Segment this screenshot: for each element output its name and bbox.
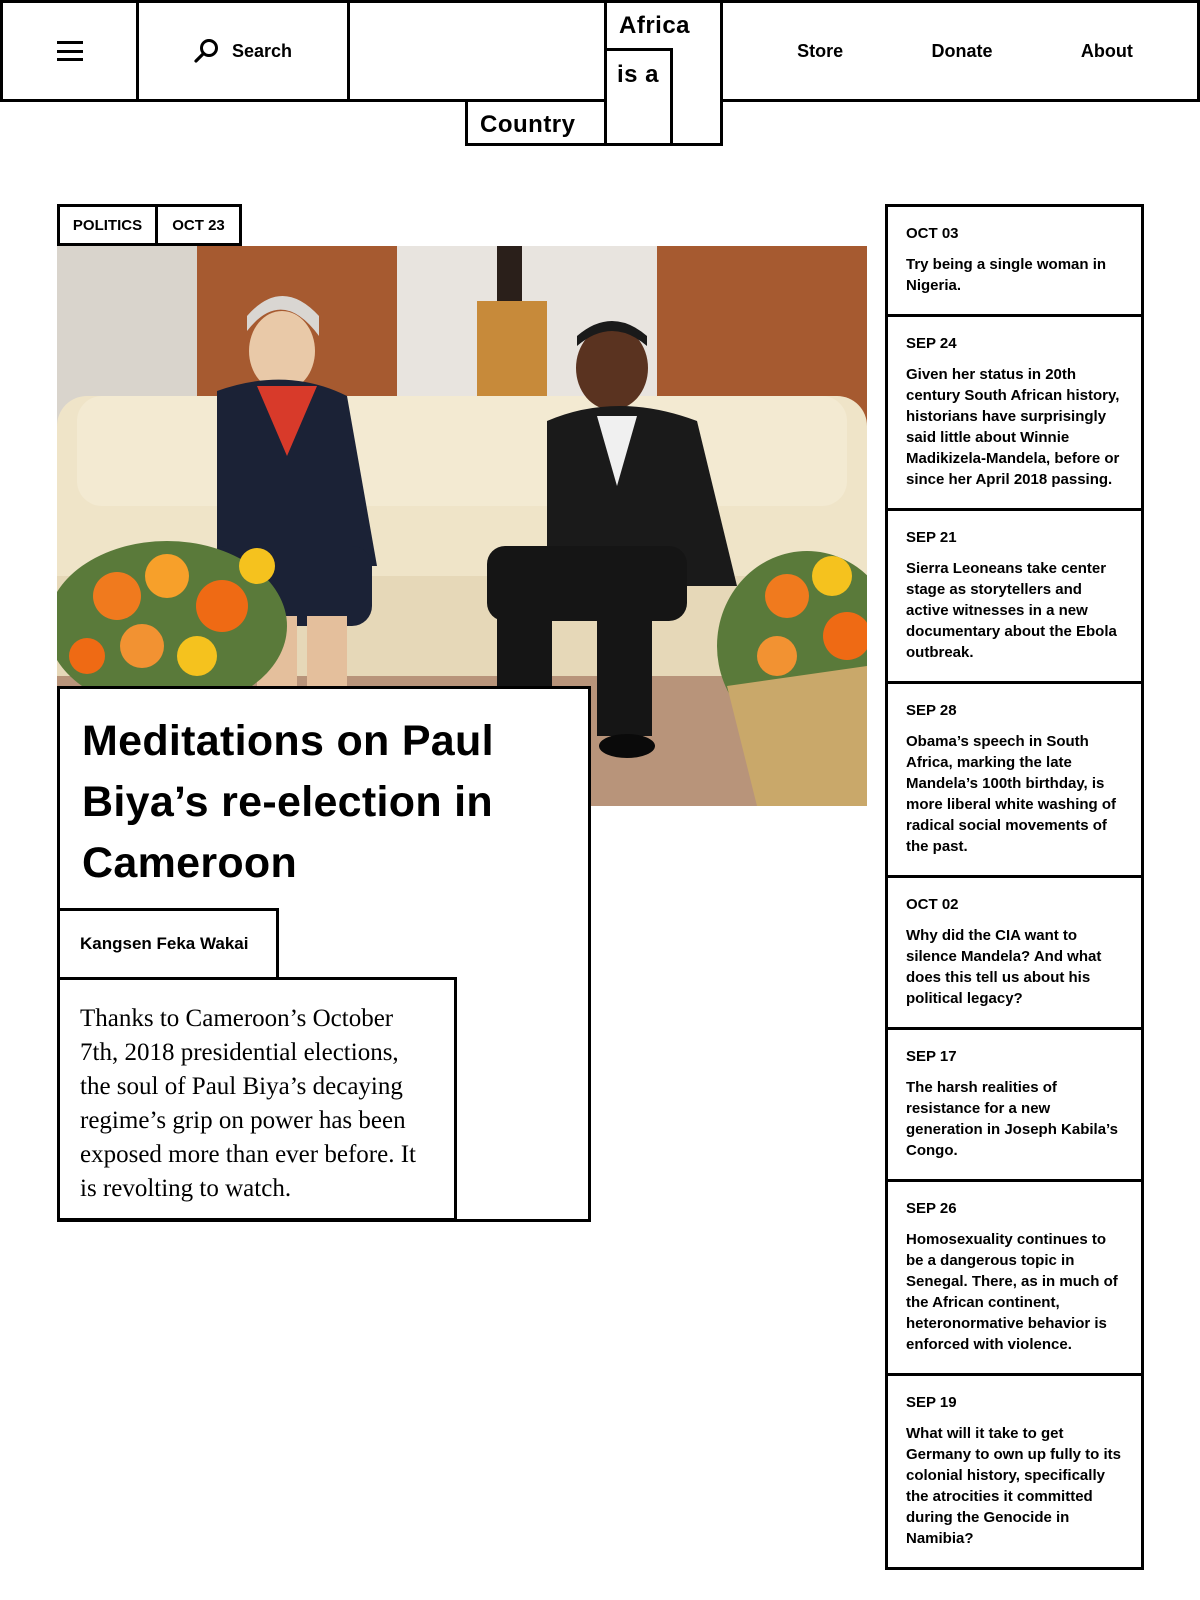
logo-word-africa: Africa [619, 12, 691, 39]
sidebar-item-text: Why did the CIA want to silence Mandela? And what does this tell us about his political legacy? [906, 927, 1102, 1007]
sidebar-item[interactable] [888, 1376, 1141, 1567]
search-icon [194, 38, 220, 64]
sidebar-item-date: OCT 03 [906, 225, 959, 242]
related-articles-sidebar [885, 204, 1144, 1570]
sidebar-item[interactable] [888, 207, 1141, 317]
nav-donate-link[interactable]: Donate [931, 40, 993, 61]
logo-word-country: Country [480, 111, 576, 138]
sidebar-item-text: Sierra Leoneans take center stage as storytellers and active witnesses in a new documentary about the Ebola outbreak. [906, 560, 1117, 661]
sidebar-item-text: Homosexuality continues to be a dangerous topic in Senegal. There, as in much of the African continent, heteronormative behavior is enforced with violence. [906, 1231, 1118, 1353]
sidebar-item-date: SEP 24 [906, 335, 957, 352]
sidebar-item[interactable] [888, 1030, 1141, 1182]
article-summary: Thanks to Cameroon’s October 7th, 2018 presidential elections, the soul of Paul Biya’s decaying regime’s grip on power has been exposed more than ever before. It is revolting to watch. [57, 977, 457, 1221]
hamburger-menu-icon [57, 41, 83, 61]
sidebar-item-text: Given her status in 20th century South African history, historians have surprisingly said little about Winnie Madikizela-Mandela, before or since her April 2018 passing. [906, 366, 1120, 488]
sidebar-item-date: SEP 21 [906, 529, 957, 546]
sidebar-item-date: SEP 28 [906, 702, 957, 719]
sidebar-item-date: SEP 17 [906, 1048, 957, 1065]
sidebar-item[interactable] [888, 317, 1141, 511]
sidebar-item-date: SEP 19 [906, 1394, 957, 1411]
menu-button[interactable] [0, 0, 139, 102]
sidebar-item[interactable] [888, 878, 1141, 1030]
sidebar-item[interactable] [888, 511, 1141, 684]
main-nav [720, 0, 1200, 102]
category-tag[interactable]: POLITICS [57, 204, 158, 246]
nav-about-link[interactable]: About [1080, 40, 1133, 61]
header-spacer [347, 0, 607, 102]
sidebar-item[interactable] [888, 1182, 1141, 1376]
article-title[interactable]: Meditations on Paul Biya’s re-election in Cameroon [82, 717, 494, 887]
nav-store-link[interactable]: Store [797, 40, 844, 61]
article-author[interactable]: Kangsen Feka Wakai [57, 908, 279, 980]
sidebar-item[interactable] [888, 684, 1141, 878]
logo-word-is-a: is a [617, 61, 660, 88]
search-button[interactable] [136, 0, 350, 102]
sidebar-item-text: What will it take to get Germany to own up fully to its colonial history, specifically the atrocities it committed during the Genocide in Namibia? [906, 1425, 1122, 1547]
search-label: Search [231, 40, 293, 61]
sidebar-item-text: Try being a single woman in Nigeria. [906, 256, 1107, 294]
sidebar-item-date: SEP 26 [906, 1200, 957, 1217]
article-date: OCT 23 [155, 204, 242, 246]
sidebar-item-text: Obama’s speech in South Africa, marking the late Mandela’s 100th birthday, is more liberal white washing of radical social movements of the past. [906, 733, 1117, 855]
sidebar-item-text: The harsh realities of resistance for a new generation in Joseph Kabila’s Congo. [906, 1079, 1118, 1159]
sidebar-item-date: OCT 02 [906, 896, 959, 913]
